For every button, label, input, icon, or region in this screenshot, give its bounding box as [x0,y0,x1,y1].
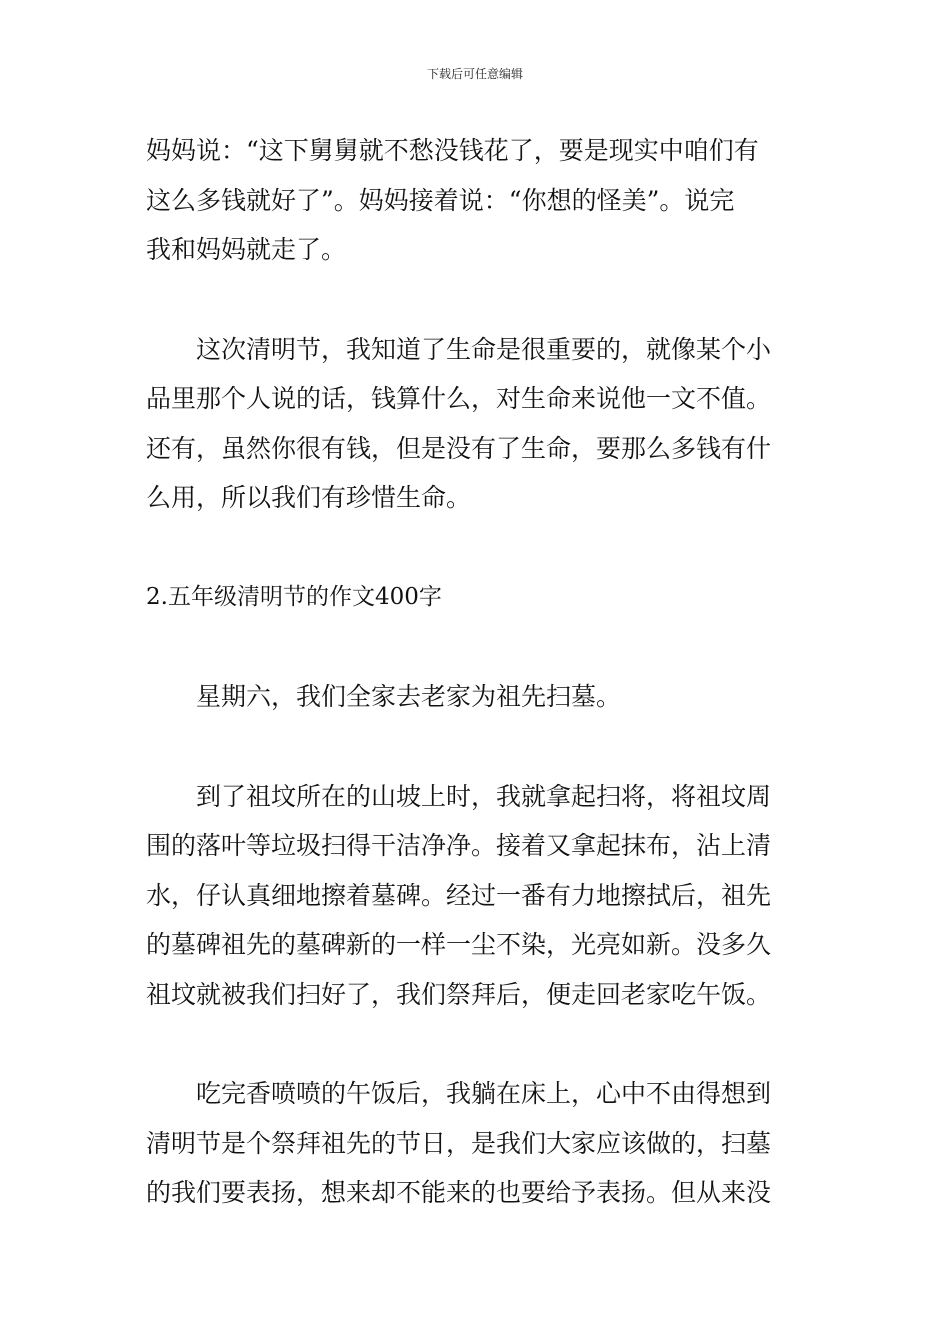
paragraph-mother-dialogue [146,126,811,275]
text-line: 品里那个人说的话，钱算什么，对生命来说他一文不值。 [146,384,772,413]
text-line: 水，仔认真细地擦着墓碑。经过一番有力地擦拭后，祖先 [146,880,772,910]
section-heading [146,573,811,623]
text-line: 这么多钱就好了”。妈妈接着说：“你想的怪美”。说完 [146,185,735,215]
paragraph-saturday [146,672,811,722]
text-line: 我和妈妈就走了。 [146,235,347,264]
text-line: 吃完香喷喷的午饭后，我躺在床上，心中不由得想到 [196,1079,772,1108]
text-line: 围的落叶等垃圾扫得干洁净净。接着又拿起抹布，沾上清 [146,831,772,860]
text-line: 的墓碑祖先的墓碑新的一样一尘不染，光亮如新。没多久 [146,930,772,959]
document-body [146,126,811,1218]
text-line: 清明节是个祭拜祖先的节日，是我们大家应该做的，扫墓 [146,1128,772,1158]
page-header-note: 下载后可任意编辑 [426,67,523,81]
text-line: 2.五年级清明节的作文400字 [146,583,442,610]
paragraph-sweeping-tomb [146,772,811,1020]
text-line: 还有，虽然你很有钱，但是没有了生命，要那么多钱有什 [146,433,772,463]
text-line: 的我们要表扬，想来却不能来的也要给予表扬。但从来没 [146,1178,772,1207]
text-line: 妈妈说：“这下舅舅就不愁没钱花了，要是现实中咱们有 [146,136,759,165]
text-line: 星期六，我们全家去老家为祖先扫墓。 [196,682,622,711]
text-line: 这次清明节，我知道了生命是很重要的，就像某个小 [196,334,772,364]
text-line: 到了祖坟所在的山坡上时，我就拿起扫将，将祖坟周 [196,781,772,811]
text-line: 祖坟就被我们扫好了，我们祭拜后，便走回老家吃午饭。 [146,979,772,1009]
text-line: 么用，所以我们有珍惜生命。 [146,483,472,512]
paragraph-life-reflection [146,325,811,523]
paragraph-after-lunch [146,1069,811,1218]
